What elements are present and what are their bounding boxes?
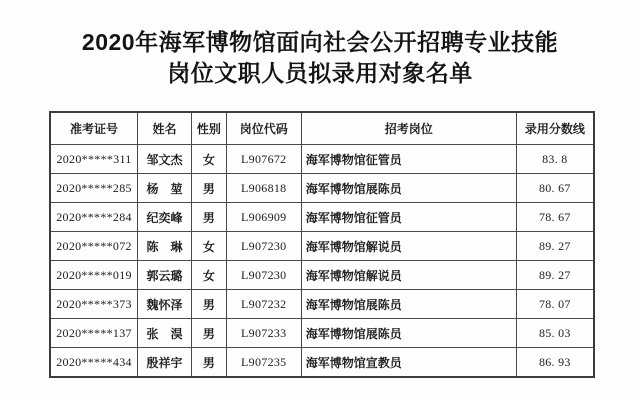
column-header-position: 招考岗位	[301, 112, 516, 145]
cell-score: 78. 07	[516, 290, 594, 319]
column-header-name: 姓名	[138, 112, 192, 145]
cell-score: 89. 27	[516, 232, 594, 261]
cell-name: 殷祥宇	[138, 348, 192, 378]
table-row	[50, 319, 594, 348]
cell-job-code: L906909	[226, 203, 301, 232]
cell-job-code: L907230	[226, 261, 301, 290]
cell-score: 85. 03	[516, 319, 594, 348]
cell-job-code: L906818	[226, 174, 301, 203]
cell-job-code: L907672	[226, 145, 301, 174]
cell-score: 78. 67	[516, 203, 594, 232]
table-row	[50, 145, 594, 174]
cell-gender: 女	[191, 232, 226, 261]
column-header-exam-no: 准考证号	[50, 112, 138, 145]
cell-exam-no: 2020*****284	[50, 203, 138, 232]
cell-name: 魏怀泽	[138, 290, 192, 319]
cell-exam-no: 2020*****019	[50, 261, 138, 290]
cell-score: 86. 93	[516, 348, 594, 378]
table-row	[50, 348, 594, 378]
cell-score: 83. 8	[516, 145, 594, 174]
cell-exam-no: 2020*****137	[50, 319, 138, 348]
cell-position: 海军博物馆解说员	[301, 261, 516, 290]
table-row	[50, 232, 594, 261]
cell-name: 郭云璐	[138, 261, 192, 290]
cell-gender: 女	[191, 145, 226, 174]
cell-position: 海军博物馆展陈员	[301, 174, 516, 203]
cell-position: 海军博物馆宣教员	[301, 348, 516, 378]
cell-gender: 男	[191, 348, 226, 378]
cell-job-code: L907232	[226, 290, 301, 319]
cell-name: 陈 琳	[138, 232, 192, 261]
cell-exam-no: 2020*****285	[50, 174, 138, 203]
table-body	[50, 145, 594, 378]
cell-gender: 男	[191, 290, 226, 319]
cell-exam-no: 2020*****311	[50, 145, 138, 174]
cell-name: 杨 堃	[138, 174, 192, 203]
cell-position: 海军博物馆展陈员	[301, 290, 516, 319]
cell-name: 纪奕峰	[138, 203, 192, 232]
page-title	[0, 0, 640, 89]
title-line-2: 岗位文职人员拟录用对象名单	[167, 60, 473, 86]
cell-name: 邹文杰	[138, 145, 192, 174]
column-header-gender: 性别	[191, 112, 226, 145]
title-line-1: 2020年海军博物馆面向社会公开招聘专业技能	[81, 29, 559, 55]
cell-job-code: L907233	[226, 319, 301, 348]
column-header-job-code: 岗位代码	[226, 112, 301, 145]
cell-position: 海军博物馆征管员	[301, 145, 516, 174]
cell-gender: 男	[191, 203, 226, 232]
cell-gender: 女	[191, 261, 226, 290]
column-header-score: 录用分数线	[516, 112, 594, 145]
cell-score: 80. 67	[516, 174, 594, 203]
cell-position: 海军博物馆征管员	[301, 203, 516, 232]
table-row	[50, 174, 594, 203]
cell-name: 张 淏	[138, 319, 192, 348]
cell-gender: 男	[191, 319, 226, 348]
table-row	[50, 203, 594, 232]
cell-position: 海军博物馆解说员	[301, 232, 516, 261]
table-row	[50, 290, 594, 319]
admission-roster-table	[49, 111, 595, 378]
cell-job-code: L907235	[226, 348, 301, 378]
table-row	[50, 261, 594, 290]
cell-job-code: L907230	[226, 232, 301, 261]
cell-exam-no: 2020*****373	[50, 290, 138, 319]
cell-exam-no: 2020*****072	[50, 232, 138, 261]
cell-position: 海军博物馆展陈员	[301, 319, 516, 348]
cell-exam-no: 2020*****434	[50, 348, 138, 378]
table-header-row	[50, 112, 594, 145]
cell-gender: 男	[191, 174, 226, 203]
cell-score: 89. 27	[516, 261, 594, 290]
